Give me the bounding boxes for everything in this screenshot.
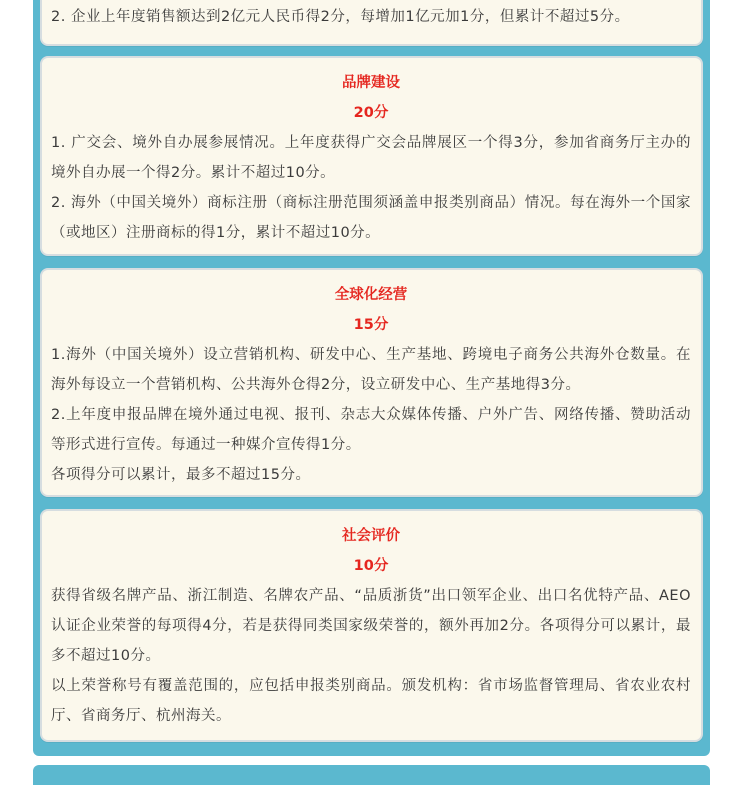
card-score: 15分 [353, 317, 389, 333]
criteria-paragraph: 2.上年度申报品牌在境外通过电视、报刊、杂志大众媒体传播、户外广告、网络传播、赞助活动等形式进行宣传。每通过一种媒介宣传得1分。 [51, 407, 691, 453]
criteria-card-social-evaluation [40, 509, 703, 742]
criteria-card-brand-building [40, 56, 703, 256]
criteria-paragraph: 获得省级名牌产品、浙江制造、名牌农产品、“品质浙货”出口领军企业、出口名优特产品、AEO认证企业荣誉的每项得4分，若是获得同类国家级荣誉的，额外再加2分。各项得分可以累计，最多不超过10分。 [51, 588, 691, 664]
card-title: 全球化经营 [334, 287, 408, 303]
criteria-paragraph: 1.海外（中国关境外）设立营销机构、研发中心、生产基地、跨境电子商务公共海外仓数量。在海外每设立一个营销机构、公共海外仓得2分，设立研发中心、生产基地得3分。 [51, 347, 691, 393]
criteria-card-sales [40, 0, 703, 46]
criteria-paragraph: 2. 企业上年度销售额达到2亿元人民币得2分，每增加1亿元加1分，但累计不超过5分。 [51, 9, 630, 25]
criteria-paragraph: 各项得分可以累计，最多不超过15分。 [51, 467, 311, 483]
card-title: 社会评价 [342, 528, 400, 544]
criteria-paragraph: 以上荣誉称号有覆盖范围的，应包括申报类别商品。颁发机构：省市场监督管理局、省农业农村厅、省商务厅、杭州海关。 [51, 678, 691, 724]
card-score: 10分 [353, 558, 389, 574]
next-section-frame [33, 765, 710, 785]
criteria-paragraph: 2. 海外（中国关境外）商标注册（商标注册范围须涵盖申报类别商品）情况。每在海外一个国家（或地区）注册商标的得1分，累计不超过10分。 [51, 195, 691, 241]
card-score: 20分 [353, 105, 389, 121]
criteria-paragraph: 1. 广交会、境外自办展参展情况。上年度获得广交会品牌展区一个得3分，参加省商务厅主办的境外自办展一个得2分。累计不超过10分。 [51, 135, 691, 181]
criteria-card-global-operation [40, 268, 703, 497]
card-title: 品牌建设 [342, 75, 400, 91]
